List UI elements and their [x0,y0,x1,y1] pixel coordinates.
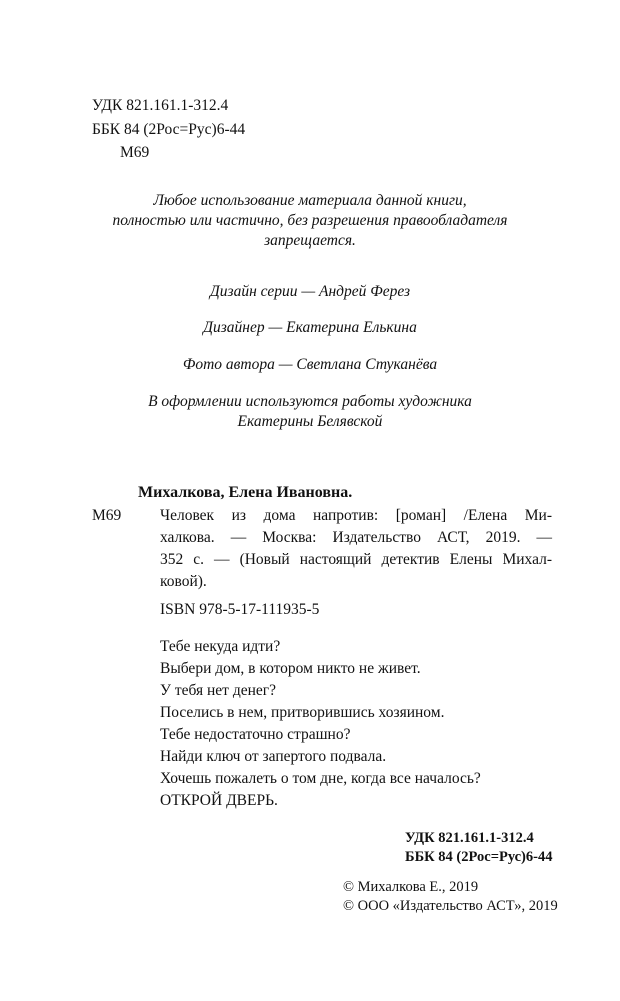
annotation-line-3: У тебя нет денег? [160,682,277,699]
copyright-notice-line-3: запрещается. [264,232,356,249]
author-copyright: © Михалкова Е., 2019 [343,879,479,895]
annotation-line-7: Хочешь пожалеть о том дне, когда все началось? [160,770,481,787]
footer-udk-code: УДК 821.161.1-312.4 [405,830,534,846]
annotation-line-4: Поселись в нем, притворившись хозяином. [160,704,445,721]
catalog-description-line-1: Человек из дома напротив: [роман] /Елена Ми- [160,507,552,524]
artwork-credit-line-1: В оформлении используются работы художника [148,393,472,410]
annotation-line-5: Тебе недостаточно страшно? [160,726,351,743]
copyright-notice-line-1: Любое использование материала данной книги, [153,192,467,209]
author-photo-credit: Фото автора — Светлана Стуканёва [182,356,438,373]
series-design-credit: Дизайн серии — Андрей Ферез [209,283,411,300]
author-mark: М69 [120,144,150,161]
publisher-copyright: © ООО «Издательство АСТ», 2019 [343,898,558,914]
catalog-description-line-3: 352 с. — (Новый настоящий детектив Елены Михал- [160,551,552,568]
designer-credit: Дизайнер — Екатерина Елькина [203,319,417,336]
artwork-credit-line-2: Екатерины Белявской [237,413,383,430]
catalog-description-line-2: халкова. — Москва: Издательство АСТ, 2019. — [160,529,552,546]
catalog-description-line-4: ковой). [160,573,207,590]
footer-bbk-code: ББК 84 (2Рос=Рус)6-44 [405,849,553,865]
copyright-notice-line-2: полностью или частично, без разрешения правообладателя [112,212,508,229]
annotation-line-1: Тебе некуда идти? [160,638,281,655]
catalog-author-heading: Михалкова, Елена Ивановна. [138,484,353,501]
isbn: ISBN 978-5-17-111935-5 [160,601,320,618]
annotation-line-6: Найди ключ от запертого подвала. [160,748,387,765]
bbk-code: ББК 84 (2Рос=Рус)6-44 [92,121,246,138]
annotation-line-2: Выбери дом, в котором никто не живет. [160,660,421,677]
catalog-mark: М69 [92,507,122,524]
udk-code: УДК 821.161.1-312.4 [92,97,229,114]
annotation-line-8: ОТКРОЙ ДВЕРЬ. [160,792,278,809]
